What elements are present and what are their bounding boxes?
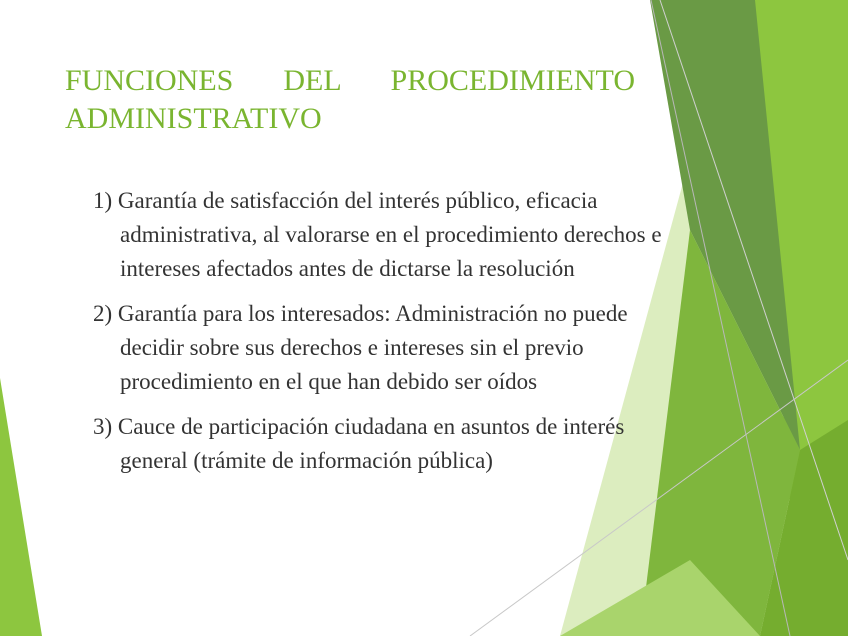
function-list [93, 184, 793, 489]
list-item-line: decidir sobre sus derechos e intereses sin el previo [120, 335, 584, 360]
slide-title-line1: FUNCIONES DEL PROCEDIMIENTO [65, 64, 635, 97]
slide-title [65, 62, 635, 138]
list-item-line: 1) Garantía de satisfacción del interés público, eficacia [93, 188, 598, 213]
slide-title-line2: ADMINISTRATIVO [65, 102, 322, 135]
list-item-line: procedimiento en el que han debido ser oídos [120, 369, 538, 394]
list-item-line: intereses afectados antes de dictarse la resolución [120, 256, 575, 281]
list-item-line: administrativa, al valorarse en el procedimiento derechos e [120, 222, 662, 247]
list-item-line: 2) Garantía para los interesados: Administración no puede [93, 301, 628, 326]
list-item [93, 184, 793, 286]
list-item-line: general (trámite de información pública) [120, 448, 493, 473]
left-green-shape [0, 378, 42, 636]
list-item-line: 3) Cauce de participación ciudadana en asuntos de interés [93, 414, 625, 439]
list-item [93, 410, 793, 478]
list-item [93, 297, 793, 399]
